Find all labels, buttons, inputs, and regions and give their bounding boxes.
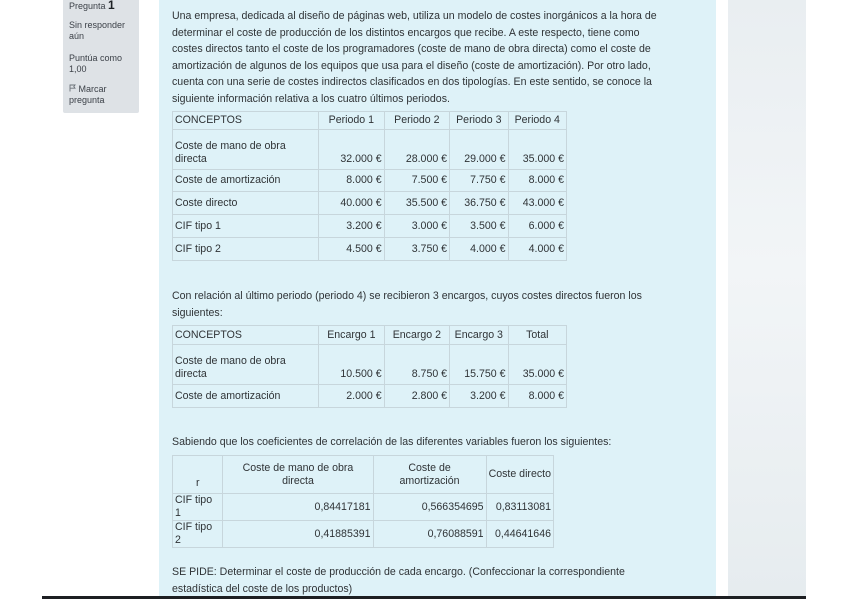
table-cell: 28.000 € — [384, 130, 449, 170]
table-cell: 0,83113081 — [486, 494, 553, 521]
intro-line: Una empresa, dedicada al diseño de páginas web, utiliza un modelo de costes inorgánicos a la hora de — [172, 10, 657, 22]
row-label: Coste directo — [173, 192, 319, 215]
header-line: directa — [282, 474, 314, 487]
question-info-panel — [63, 0, 139, 113]
table-cell: 3.200 € — [450, 385, 508, 408]
table-cell: 32.000 € — [319, 130, 384, 170]
row-label — [173, 130, 319, 170]
table-cell: 36.750 € — [450, 192, 508, 215]
task-paragraph — [172, 564, 712, 597]
paragraph-line: Con relación al último periodo (periodo 4) se recibieron 3 encargos, cuyos costes directos fueron los — [172, 290, 642, 302]
row-label-line: directa — [175, 368, 207, 380]
header-line: amortización — [399, 474, 460, 487]
question-status — [69, 20, 125, 42]
table-cell: 0,41885391 — [223, 521, 373, 548]
table-header-row — [173, 326, 567, 345]
table-cell: 40.000 € — [319, 192, 384, 215]
table-row — [173, 238, 567, 261]
table-row — [173, 521, 554, 548]
row-label: CIF tipo 1 — [173, 215, 319, 238]
table-header-cell: r — [173, 456, 223, 494]
row-label-line: Coste de mano de obra — [175, 355, 286, 367]
table-cell: 6.000 € — [508, 215, 566, 238]
intro-line: amortización de algunos de los equipos que usa para el diseño (coste de amortización). Por otro lado, — [172, 59, 651, 72]
table-cell: 8.750 € — [384, 345, 449, 385]
table-row — [173, 192, 567, 215]
table-cell: 7.750 € — [450, 170, 508, 192]
table-header-cell: Encargo 2 — [384, 326, 449, 345]
table-cell: 7.500 € — [384, 170, 449, 192]
flag-line-2[interactable]: pregunta — [69, 95, 105, 105]
row-label-line: directa — [175, 153, 207, 165]
table-header-cell: Periodo 2 — [384, 112, 449, 130]
intro-paragraph — [172, 8, 712, 107]
table-header-row — [173, 456, 554, 494]
orders-cost-table — [172, 325, 567, 408]
intro-line: cuenta con una serie de costes indirectos clasificados en dos tipologías. En este sentido, se conoce la — [172, 76, 652, 88]
table-cell: 29.000 € — [450, 130, 508, 170]
table-cell: 2.800 € — [384, 385, 449, 408]
paragraph-line: SE PIDE: Determinar el coste de producción de cada encargo. (Confeccionar la correspondiente — [172, 566, 625, 578]
table-cell: 8.000 € — [319, 170, 384, 192]
status-line-2: aún — [69, 31, 85, 41]
table-row — [173, 170, 567, 192]
table-cell: 4.000 € — [508, 238, 566, 261]
paragraph-line: estadística del coste de los productos) — [172, 582, 353, 595]
periods-cost-table — [172, 111, 567, 261]
row-label: CIF tipo 1 — [173, 494, 223, 521]
orders-paragraph — [172, 288, 712, 321]
question-prefix: Pregunta — [69, 1, 106, 11]
question-number-value: 1 — [108, 0, 115, 12]
question-number — [69, 0, 115, 12]
flag-line-1[interactable]: Marcar — [78, 84, 107, 94]
table-row — [173, 345, 567, 385]
table-cell: 0,44641646 — [486, 521, 553, 548]
table-row — [173, 130, 567, 170]
intro-line: costes directos tanto el coste de los programadores (coste de mano de obra directa) como el coste de — [172, 43, 651, 55]
table-cell: 0,84417181 — [223, 494, 373, 521]
table-header-row — [173, 112, 567, 130]
header-line: Coste de mano de obra — [242, 461, 354, 474]
table-cell: 35.000 € — [508, 130, 566, 170]
table-header-cell: Periodo 1 — [319, 112, 384, 130]
table-row — [173, 385, 567, 408]
row-label-line: Coste de mano de obra — [175, 140, 286, 152]
table-header-cell — [373, 456, 486, 494]
table-cell: 8.000 € — [508, 385, 566, 408]
table-cell: 3.500 € — [450, 215, 508, 238]
table-cell: 4.500 € — [319, 238, 384, 261]
table-cell: 2.000 € — [319, 385, 384, 408]
paragraph-line: siguientes: — [172, 306, 223, 319]
table-cell: 43.000 € — [508, 192, 566, 215]
page-background-right — [728, 0, 806, 596]
intro-line: siguiente información relativa a los cuatro últimos periodos. — [172, 92, 450, 105]
row-label — [173, 345, 319, 385]
score-line-2: 1,00 — [69, 64, 87, 74]
table-header-cell: CONCEPTOS — [173, 112, 319, 130]
flag-icon — [69, 84, 76, 95]
table-cell: 10.500 € — [319, 345, 384, 385]
paragraph-line: Sabiendo que los coeficientes de correlación de las diferentes variables fueron los siguientes: — [172, 436, 612, 448]
table-header-cell: Periodo 3 — [450, 112, 508, 130]
flag-question-link[interactable] — [69, 84, 107, 106]
row-label: Coste de amortización — [173, 170, 319, 192]
table-header-cell: Encargo 1 — [319, 326, 384, 345]
correlation-paragraph — [172, 434, 712, 451]
row-label: CIF tipo 2 — [173, 521, 223, 548]
question-content — [159, 0, 716, 596]
table-cell: 8.000 € — [508, 170, 566, 192]
table-header-cell: CONCEPTOS — [173, 326, 319, 345]
row-label: Coste de amortización — [173, 385, 319, 408]
table-cell: 3.000 € — [384, 215, 449, 238]
table-cell: 35.000 € — [508, 345, 566, 385]
correlation-table — [172, 455, 554, 548]
question-score — [69, 53, 122, 75]
table-cell: 4.000 € — [450, 238, 508, 261]
table-cell: 35.500 € — [384, 192, 449, 215]
intro-line: determinar el coste de producción de los distintos encargos que recibe. A este respecto, tiene como — [172, 26, 640, 39]
table-cell: 0,566354695 — [373, 494, 486, 521]
table-cell: 15.750 € — [450, 345, 508, 385]
table-header-cell: Coste directo — [486, 456, 553, 494]
table-header-cell: Total — [508, 326, 566, 345]
row-label: CIF tipo 2 — [173, 238, 319, 261]
status-line-1: Sin responder — [69, 20, 126, 30]
table-header-cell — [223, 456, 373, 494]
table-header-cell: Periodo 4 — [508, 112, 566, 130]
score-line-1: Puntúa como — [69, 53, 123, 63]
table-row — [173, 494, 554, 521]
table-header-cell: Encargo 3 — [450, 326, 508, 345]
table-cell: 0,76088591 — [373, 521, 486, 548]
table-cell: 3.750 € — [384, 238, 449, 261]
header-line: Coste de — [408, 461, 451, 474]
table-cell: 3.200 € — [319, 215, 384, 238]
table-row — [173, 215, 567, 238]
